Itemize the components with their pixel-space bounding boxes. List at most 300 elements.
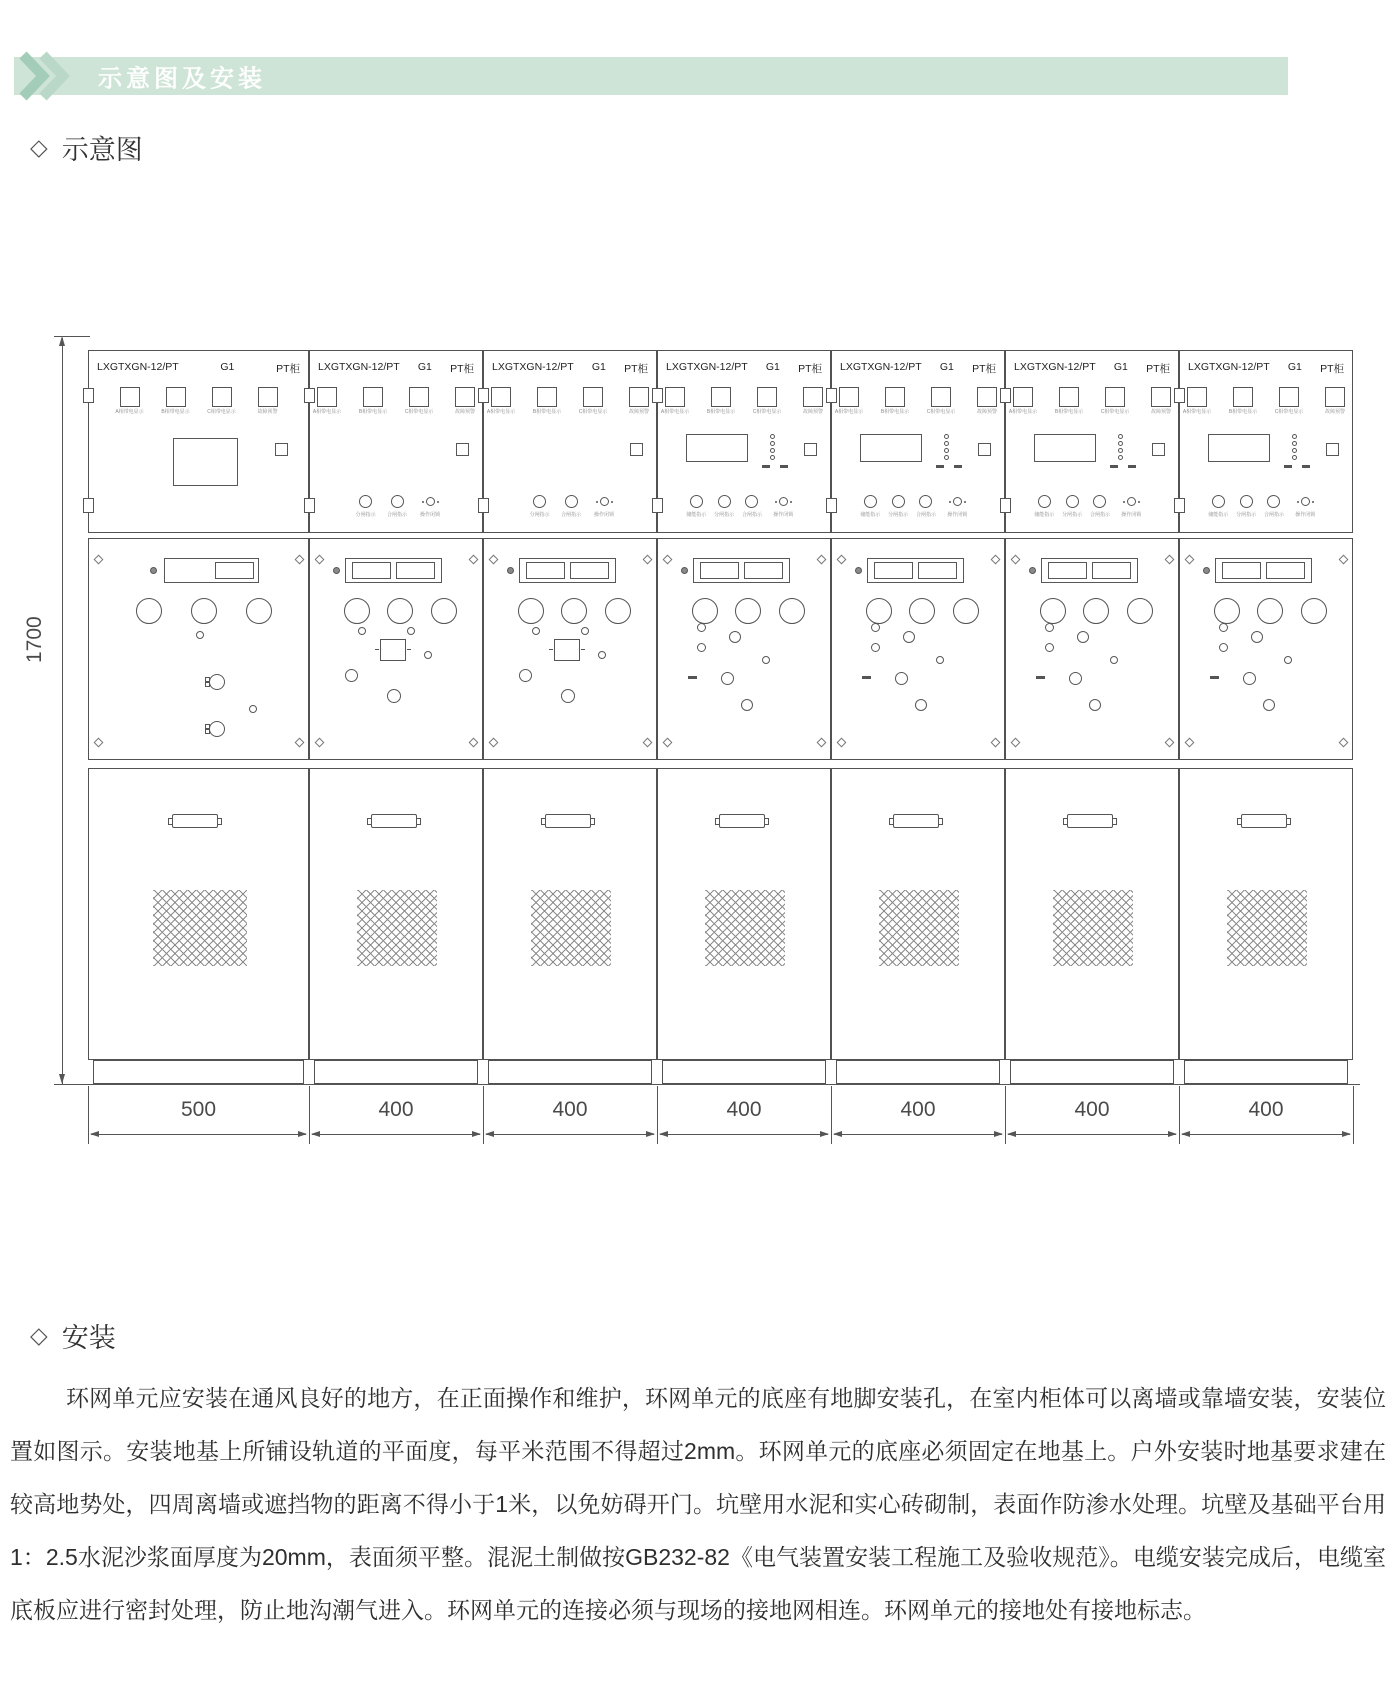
corner-screw <box>1339 738 1349 748</box>
cabinet-group-label: G1 <box>765 361 780 373</box>
display-window <box>860 434 922 462</box>
indicator-caption: 故障预警 <box>454 409 475 415</box>
op-indicator-lamp <box>1066 495 1079 508</box>
cabinet-group-label: G1 <box>417 361 432 373</box>
panel-hole <box>915 699 927 711</box>
op-indicator-lamp <box>1093 495 1106 508</box>
op-indicator-lamp <box>919 495 932 508</box>
panel-hole <box>741 699 753 711</box>
indicator-dot <box>1292 448 1297 453</box>
indicator-window <box>839 387 859 407</box>
indicator-cell <box>114 387 146 415</box>
door-hinge <box>83 388 94 403</box>
width-dimension-label: 400 <box>552 1098 588 1121</box>
dim-arrow-right <box>472 1131 481 1137</box>
corner-screw <box>1011 738 1021 748</box>
slot-mark <box>1210 676 1219 679</box>
panel-hole <box>1089 699 1101 711</box>
cabinet-group-label: G1 <box>220 361 235 373</box>
indicator-cell <box>403 387 435 415</box>
indicator-cell <box>971 387 1003 415</box>
panel-hole <box>1069 672 1082 685</box>
indicator-caption: B相带电显示 <box>706 409 736 415</box>
indicator-cell <box>705 387 737 415</box>
op-indicator-lamp <box>359 495 372 508</box>
operation-hole <box>191 598 217 624</box>
nameplate-window <box>352 562 390 579</box>
op-caption: 储能指示 <box>1034 512 1055 518</box>
op-caption: 分闸指示 <box>1062 512 1083 518</box>
panel-hole <box>1284 656 1292 664</box>
operation-hole <box>1127 598 1153 624</box>
indicator-dot <box>944 448 949 453</box>
op-caption: 储能指示 <box>1208 512 1229 518</box>
indicator-caption: A相带电显示 <box>834 409 864 415</box>
operation-hole <box>1083 598 1109 624</box>
indicator-dot <box>1118 434 1123 439</box>
nameplate <box>1215 558 1312 583</box>
door-hinge <box>1000 388 1011 403</box>
panel-hole <box>581 627 589 635</box>
vent-grille <box>705 890 785 966</box>
dim-line <box>1182 1134 1350 1135</box>
indicator-window <box>212 387 232 407</box>
corner-screw <box>94 555 104 565</box>
indicator-cell <box>577 387 609 415</box>
op-caption: 合闸指示 <box>560 512 581 518</box>
door-hinge <box>826 498 837 513</box>
op-lock <box>935 495 979 518</box>
panel-hole <box>196 631 204 639</box>
width-dimension-label: 400 <box>900 1098 936 1121</box>
panel-hole <box>697 643 706 652</box>
lock-ring <box>600 497 609 506</box>
nameplate-window <box>1266 562 1304 579</box>
cabinet-title-row <box>97 361 300 376</box>
vdim-line <box>62 338 63 1084</box>
indicator-window <box>166 387 186 407</box>
lock-icon <box>1297 495 1314 508</box>
op-caption: 合闸指示 <box>915 512 936 518</box>
indicator-cell <box>659 387 691 415</box>
dim-arrow-right <box>1168 1131 1177 1137</box>
nameplate-window <box>744 562 782 579</box>
switch-mark <box>762 465 770 468</box>
cabinet-model-label: LXGTXGN-12/PT <box>97 361 179 373</box>
cabinet-type-label: PT柜 <box>972 363 996 375</box>
lock-dot-hole <box>333 567 340 574</box>
operation-hole <box>518 598 544 624</box>
corner-screw <box>817 738 827 748</box>
door-hinge <box>826 388 837 403</box>
indicator-caption: C相带电显示 <box>578 409 608 415</box>
dim-arrow-right <box>994 1131 1003 1137</box>
lock-ring <box>953 497 962 506</box>
indicator-caption: A相带电显示 <box>115 409 144 415</box>
panel-hole <box>345 669 358 682</box>
diagram-heading-label: 示意图 <box>61 135 143 165</box>
corner-screw <box>1339 555 1349 565</box>
corner-screw <box>295 555 305 565</box>
panel-hole <box>561 689 575 703</box>
op-caption: 合闸指示 <box>1263 512 1284 518</box>
indicator-caption: A相带电显示 <box>1182 409 1212 415</box>
cabinet-base <box>314 1060 478 1084</box>
handle-slot <box>719 814 765 828</box>
indicator-cell <box>1099 387 1131 415</box>
op-lock <box>761 495 805 518</box>
indicator-window <box>1013 387 1033 407</box>
vent-grille <box>531 890 611 966</box>
lock-dot <box>790 501 792 503</box>
indicator-window <box>757 387 777 407</box>
cabinet-mid-panel <box>1005 538 1179 760</box>
nameplate-window <box>570 562 608 579</box>
lock-ring <box>779 497 788 506</box>
indicator-caption: B相带电显示 <box>880 409 910 415</box>
vent-grille <box>357 890 437 966</box>
corner-screw <box>295 738 305 748</box>
indicator-window <box>455 387 475 407</box>
indicator-window <box>363 387 383 407</box>
operation-hole <box>431 598 457 624</box>
indicator-square-row <box>1180 387 1352 415</box>
operation-hole <box>953 598 979 624</box>
handle-slot <box>1241 814 1287 828</box>
cabinet-mid-panel <box>309 538 483 760</box>
switch-mark <box>1302 465 1310 468</box>
operation-hole <box>561 598 587 624</box>
indicator-window <box>491 387 511 407</box>
indicator-caption: C相带电显示 <box>404 409 434 415</box>
lock-dot <box>596 501 598 503</box>
indicator-window <box>317 387 337 407</box>
door-hinge <box>83 498 94 513</box>
op-caption: 操作闭锁 <box>1295 512 1316 518</box>
indicator-caption: 故障预警 <box>1324 409 1345 415</box>
lock-icon <box>596 495 613 508</box>
op-indicator-lamp <box>1267 495 1280 508</box>
panel-hole <box>387 689 401 703</box>
op-indicator-lamp <box>892 495 905 508</box>
indicator-cell <box>925 387 957 415</box>
indicator-cell <box>1273 387 1305 415</box>
install-paragraph: 环网单元应安装在通风良好的地方，在正面操作和维护，环网单元的底座有地脚安装孔，在室内柜体可以离墙或靠墙安装，安装位置如图示。安装地基上所铺设轨道的平面度，每平米范围不得超过2mm。环网单元的底座必须固定在地基上。户外安装时地基要求建在较高地势处，四周离墙或遮挡物的距离不得小于1米，以免妨碍开门。坑壁用水泥和实心砖砌制，表面作防渗水处理。坑壁及基础平台用1：2.5水泥沙浆面厚度为20mm，表面须平整。混泥土制做按GB232-82《电气装置安装工程施工及验收规范》。电缆安装完成后，电缆室底板应进行密封处理，防止地沟潮气进入。环网单元的连接必须与现场的接地网相连。环网单元的接地处有接地标志。 <box>10 1385 1386 1623</box>
lock-icon <box>949 495 966 508</box>
cabinet-4 <box>657 350 831 1060</box>
operation-hole <box>735 598 761 624</box>
corner-screw <box>991 555 1001 565</box>
indicator-window <box>1325 387 1345 407</box>
width-dimension-label: 400 <box>1074 1098 1110 1121</box>
mechanism-plate <box>380 639 406 661</box>
dim-extension-line <box>309 1086 310 1144</box>
cabinet-base <box>1010 1060 1174 1084</box>
op-caption: 分闸指示 <box>1236 512 1257 518</box>
nameplate-window <box>918 562 956 579</box>
cabinet-mid-panel <box>657 538 831 760</box>
operation-hole <box>387 598 413 624</box>
op-caption: 分闸指示 <box>355 512 376 518</box>
indicator-cell <box>1181 387 1213 415</box>
slot-mark <box>862 676 871 679</box>
cabinet-group-label: G1 <box>939 361 954 373</box>
panel-hole <box>1110 656 1118 664</box>
corner-screw <box>817 555 827 565</box>
operation-hole <box>1257 598 1283 624</box>
switch-mark <box>780 465 788 468</box>
cabinet-model-label: LXGTXGN-12/PT <box>492 361 574 373</box>
lock-dot <box>775 501 777 503</box>
switch-mark <box>1128 465 1136 468</box>
indicator-caption: A相带电显示 <box>660 409 690 415</box>
cabinet-bottom-panel <box>88 768 309 1060</box>
aux-window <box>978 443 991 456</box>
corner-screw <box>643 555 653 565</box>
vent-grille <box>1227 890 1307 966</box>
dim-arrow-left <box>90 1131 99 1137</box>
dim-line <box>312 1134 480 1135</box>
cabinet-5 <box>831 350 1005 1060</box>
indicator-window <box>537 387 557 407</box>
indicator-caption: A相带电显示 <box>1008 409 1038 415</box>
nameplate <box>1041 558 1138 583</box>
indicator-caption: B相带电显示 <box>1228 409 1258 415</box>
aux-window <box>275 443 288 456</box>
panel-hole <box>871 623 880 632</box>
indicator-window <box>1187 387 1207 407</box>
indicator-window <box>1279 387 1299 407</box>
corner-screw <box>643 738 653 748</box>
panel-hole <box>249 705 257 713</box>
corner-screw <box>1011 555 1021 565</box>
door-hinge <box>304 498 315 513</box>
panel-hole <box>358 627 366 635</box>
meter-window <box>173 438 238 486</box>
mechanism-plate <box>554 639 580 661</box>
cabinet-7 <box>1179 350 1353 1060</box>
dim-arrow-left <box>485 1131 494 1137</box>
lock-dot <box>1138 501 1140 503</box>
lock-dot-hole <box>150 567 157 574</box>
indicator-window <box>803 387 823 407</box>
cabinet-mid-panel <box>88 538 309 760</box>
cabinet-base <box>662 1060 826 1084</box>
op-caption: 操作闭锁 <box>420 512 441 518</box>
dim-line <box>660 1134 828 1135</box>
handle-slot <box>371 814 417 828</box>
vent-grille <box>1053 890 1133 966</box>
section-banner-title: 示意图及安装 <box>98 65 266 93</box>
dim-line <box>486 1134 654 1135</box>
cabinet-title-row <box>1188 361 1344 376</box>
indicator-window <box>931 387 951 407</box>
indicator-cell <box>485 387 517 415</box>
indicator-caption: B相带电显示 <box>161 409 190 415</box>
install-heading-label: 安装 <box>61 1323 116 1353</box>
op-caption: 操作闭锁 <box>594 512 615 518</box>
display-window <box>1034 434 1096 462</box>
op-lock <box>408 495 452 518</box>
panel-hole <box>1077 631 1089 643</box>
panel-hole <box>407 627 415 635</box>
panel-hole <box>519 669 532 682</box>
indicator-dot <box>1118 441 1123 446</box>
panel-hole <box>871 643 880 652</box>
lock-dot <box>1297 501 1299 503</box>
dim-extension-line <box>1179 1086 1180 1144</box>
display-window <box>1208 434 1270 462</box>
switch-mark <box>1110 465 1118 468</box>
lock-dot <box>611 501 613 503</box>
indicator-caption: 故障预警 <box>976 409 997 415</box>
aux-window <box>1152 443 1165 456</box>
panel-hole <box>1263 699 1275 711</box>
op-caption: 分闸指示 <box>888 512 909 518</box>
handle-slot <box>893 814 939 828</box>
cabinet-top-panel <box>309 350 483 533</box>
indicator-dot <box>944 455 949 460</box>
indicator-dot <box>1118 455 1123 460</box>
cabinet-title-row <box>492 361 648 376</box>
indicator-cell <box>252 387 284 415</box>
cabinet-model-label: LXGTXGN-12/PT <box>1014 361 1096 373</box>
indicator-window <box>409 387 429 407</box>
width-dimension-label: 400 <box>378 1098 414 1121</box>
indicator-cell <box>797 387 829 415</box>
cabinet-title-row <box>666 361 822 376</box>
cabinet-top-panel <box>88 350 309 533</box>
cabinet-base <box>836 1060 1000 1084</box>
nameplate-window <box>1048 562 1086 579</box>
indicator-cell <box>1227 387 1259 415</box>
indicator-cell <box>1319 387 1351 415</box>
dim-arrow-right <box>646 1131 655 1137</box>
lock-dot-hole <box>1029 567 1036 574</box>
indicator-cell <box>160 387 192 415</box>
lock-ring <box>426 497 435 506</box>
indicator-cell <box>1053 387 1085 415</box>
operation-hole <box>1301 598 1327 624</box>
op-caption: 合闸指示 <box>1089 512 1110 518</box>
cabinet-group-label: G1 <box>1113 361 1128 373</box>
indicator-caption: B相带电显示 <box>1054 409 1084 415</box>
indicator-caption: A相带电显示 <box>312 409 342 415</box>
cabinet-top-panel <box>1005 350 1179 533</box>
indicator-cell <box>833 387 865 415</box>
handle-slot <box>1067 814 1113 828</box>
door-hinge <box>478 498 489 513</box>
lock-icon <box>775 495 792 508</box>
dim-arrow-left <box>1181 1131 1190 1137</box>
dim-arrow-left <box>311 1131 320 1137</box>
diamond-marker: ◇ <box>30 1322 48 1348</box>
indicator-caption: C相带电显示 <box>1100 409 1130 415</box>
vent-grille <box>879 890 959 966</box>
panel-hole <box>762 656 770 664</box>
nameplate-window <box>396 562 434 579</box>
cabinet-title-row <box>840 361 996 376</box>
panel-hole <box>895 672 908 685</box>
cabinet-bottom-panel <box>309 768 483 1060</box>
indicator-window <box>258 387 278 407</box>
indicator-cell <box>357 387 389 415</box>
indicator-cell <box>1145 387 1177 415</box>
indicator-window <box>665 387 685 407</box>
indicator-caption: C相带电显示 <box>1274 409 1304 415</box>
nameplate-window <box>874 562 912 579</box>
cabinet-model-label: LXGTXGN-12/PT <box>318 361 400 373</box>
aux-window <box>804 443 817 456</box>
lock-dot <box>949 501 951 503</box>
op-lock <box>582 495 626 518</box>
cabinet-top-panel <box>483 350 657 533</box>
panel-hole <box>903 631 915 643</box>
corner-screw <box>1185 738 1195 748</box>
cabinet-base <box>93 1060 304 1084</box>
panel-hole <box>1219 643 1228 652</box>
operation-hole <box>136 598 162 624</box>
cabinet-bottom-panel <box>1179 768 1353 1060</box>
panel-hole <box>532 627 540 635</box>
vdim-arrow-down <box>59 1074 65 1084</box>
aux-window <box>456 443 469 456</box>
nameplate-window <box>1092 562 1130 579</box>
panel-hole <box>721 672 734 685</box>
nameplate-window <box>1222 562 1260 579</box>
indicator-window <box>885 387 905 407</box>
op-indicator-lamp <box>1038 495 1051 508</box>
panel-hole <box>936 656 944 664</box>
slot-mark <box>688 676 697 679</box>
dim-extension-line <box>831 1086 832 1144</box>
cabinet-type-label: PT柜 <box>1146 363 1170 375</box>
handle-slot <box>545 814 591 828</box>
indicator-square-row <box>310 387 482 415</box>
door-hinge <box>1000 498 1011 513</box>
dim-extension-line <box>88 1086 89 1144</box>
switch-mark <box>954 465 962 468</box>
corner-screw <box>315 738 325 748</box>
indicator-caption: B相带电显示 <box>358 409 388 415</box>
corner-screw <box>469 555 479 565</box>
indicator-dot <box>770 441 775 446</box>
indicator-caption: 故障预警 <box>1150 409 1171 415</box>
lock-dot <box>422 501 424 503</box>
cabinet-6 <box>1005 350 1179 1060</box>
indicator-window <box>583 387 603 407</box>
panel-hole <box>729 631 741 643</box>
op-indicator-lamp <box>391 495 404 508</box>
dim-line <box>834 1134 1002 1135</box>
indicator-window <box>1105 387 1125 407</box>
height-dimension-label: 1700 <box>23 616 46 664</box>
op-caption: 操作闭锁 <box>947 512 968 518</box>
lock-icon <box>422 495 439 508</box>
door-hinge <box>652 388 663 403</box>
dim-extension-line <box>1005 1086 1006 1144</box>
door-hinge <box>1174 498 1185 513</box>
op-indicator-lamp <box>690 495 703 508</box>
indicator-caption: C相带电显示 <box>207 409 236 415</box>
indicator-cell <box>206 387 238 415</box>
operation-hole <box>866 598 892 624</box>
cabinet-group-label: G1 <box>591 361 606 373</box>
corner-screw <box>315 555 325 565</box>
op-caption: 合闸指示 <box>741 512 762 518</box>
indicator-dot <box>1292 455 1297 460</box>
door-hinge <box>652 498 663 513</box>
